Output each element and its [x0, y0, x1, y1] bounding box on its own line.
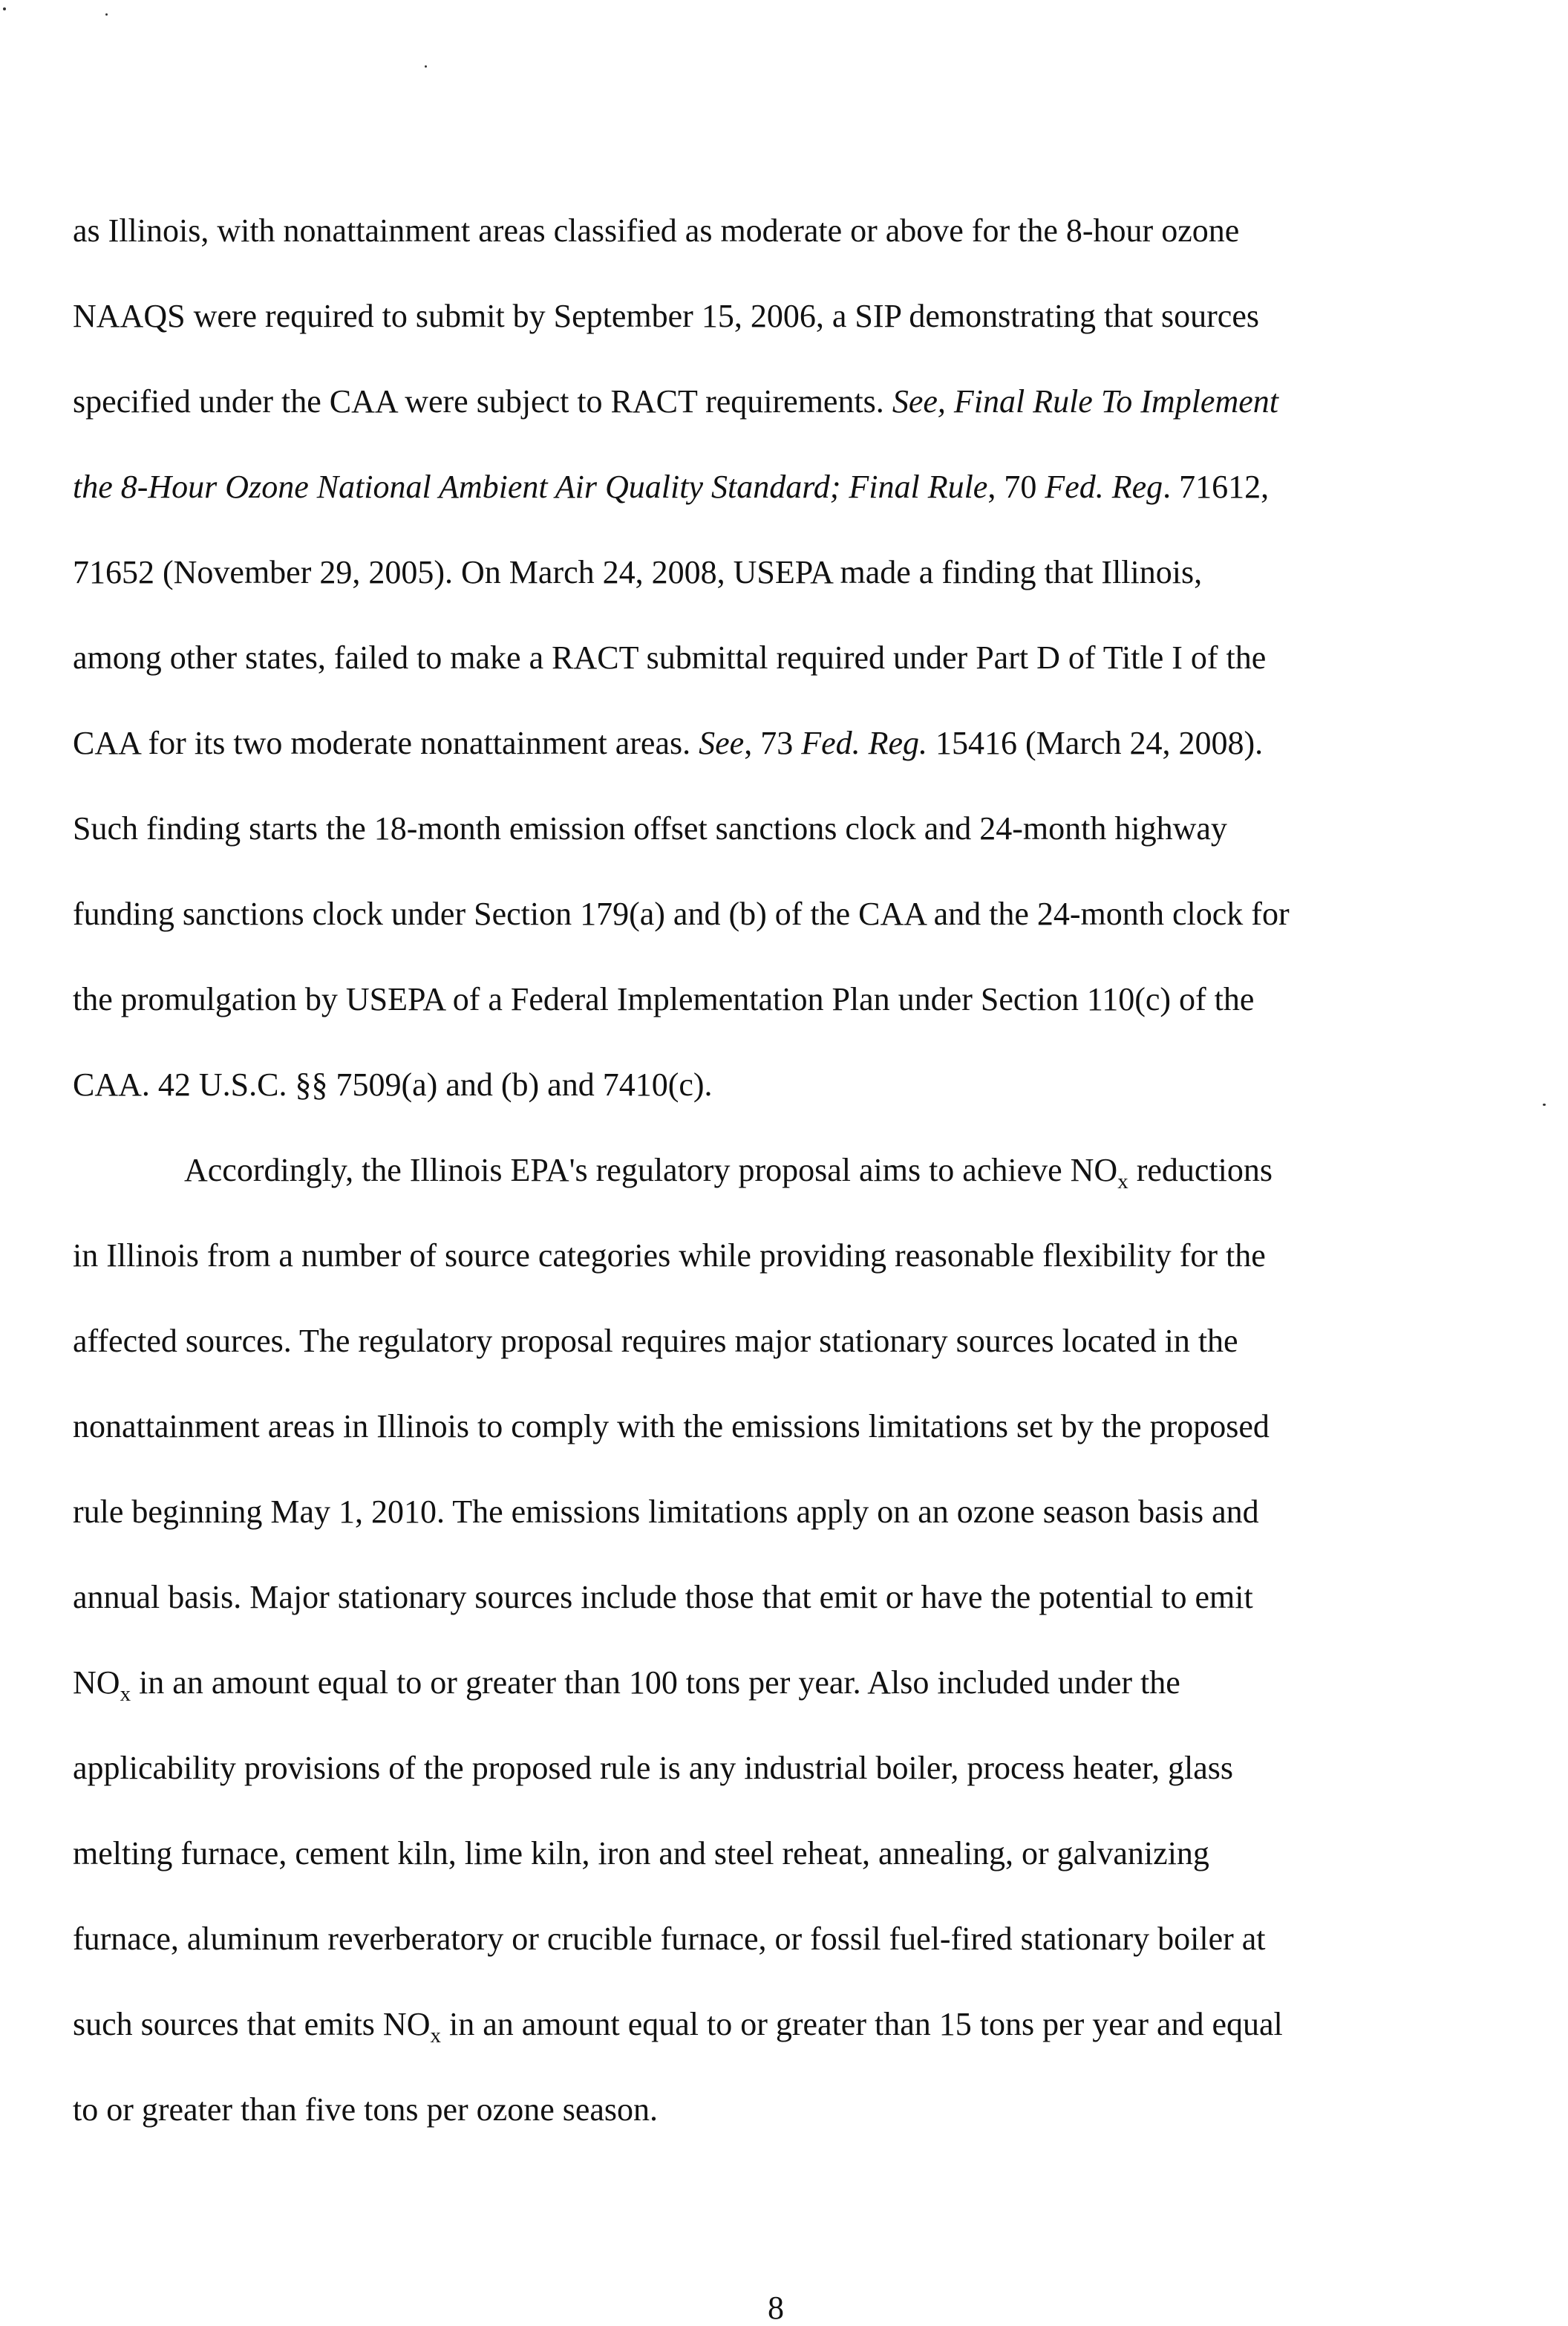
scan-speck [1543, 1104, 1546, 1106]
p2-line-3: affected sources. The regulatory proposal requires major stationary sources located in the [73, 1323, 1238, 1359]
text-span: in an amount equal to or greater than 15 tons per year and equal [440, 2006, 1283, 2042]
p2-line-1 [184, 1150, 1273, 1195]
text-span: CAA for its two moderate nonattainment areas. [73, 725, 699, 761]
p2-line-8: applicability provisions of the proposed rule is any industrial boiler, process heater, glass [73, 1750, 1234, 1786]
text-span: Accordingly, the Illinois EPA's regulatory proposal aims to achieve NO [184, 1152, 1118, 1188]
text-span: 15416 (March 24, 2008). [927, 725, 1264, 761]
citation-italic: Fed. Reg. [801, 725, 927, 761]
p1-line-9: funding sanctions clock under Section 179(a) and (b) of the CAA and the 24-month clock for [73, 896, 1290, 932]
scan-speck [425, 65, 427, 68]
p1-line-11: CAA. 42 U.S.C. §§ 7509(a) and (b) and 7410(c). [73, 1066, 713, 1103]
citation-italic: Fed. Reg [1045, 469, 1163, 505]
p2-line-2: in Illinois from a number of source categories while providing reasonable flexibility for the [73, 1237, 1266, 1274]
p2-line-5: rule beginning May 1, 2010. The emissions limitations apply on an ozone season basis and [73, 1493, 1259, 1530]
p1-line-2: NAAQS were required to submit by September 15, 2006, a SIP demonstrating that sources [73, 298, 1259, 334]
p2-line-4: nonattainment areas in Illinois to comply with the emissions limitations set by the proposed [73, 1408, 1270, 1444]
p2-line-9: melting furnace, cement kiln, lime kiln, iron and steel reheat, annealing, or galvanizing [73, 1835, 1209, 1871]
p1-line-6: among other states, failed to make a RACT submittal required under Part D of Title I of the [73, 639, 1267, 676]
text-span: in an amount equal to or greater than 100 tons per year. Also included under the [131, 1664, 1180, 1701]
citation-italic: the 8-Hour Ozone National Ambient Air Quality Standard; Final Rule [73, 469, 988, 505]
p1-line-7 [73, 723, 1263, 764]
p2-line-11 [73, 2004, 1283, 2049]
p1-line-10: the promulgation by USEPA of a Federal Implementation Plan under Section 110(c) of the [73, 981, 1255, 1017]
citation-italic: See, Final Rule To Implement [892, 383, 1278, 420]
p1-line-8: Such finding starts the 18-month emission offset sanctions clock and 24-month highway [73, 810, 1227, 847]
p1-line-5: 71652 (November 29, 2005). On March 24, 2008, USEPA made a finding that Illinois, [73, 554, 1203, 590]
p1-line-1: as Illinois, with nonattainment areas classified as moderate or above for the 8-hour ozone [73, 212, 1240, 249]
subscript: x [1117, 1170, 1128, 1193]
subscript: x [430, 2024, 441, 2048]
text-span: . 71612, [1163, 469, 1270, 505]
p2-line-12: to or greater than five tons per ozone season. [73, 2091, 659, 2128]
text-span: , 70 [987, 469, 1045, 505]
p1-line-3 [73, 381, 1278, 423]
text-span: such sources that emits NO [73, 2006, 431, 2042]
p2-line-10: furnace, aluminum reverberatory or crucible furnace, or fossil fuel-fired stationary boiler at [73, 1921, 1266, 1957]
text-span: reductions [1128, 1152, 1273, 1188]
p1-line-4 [73, 466, 1269, 508]
text-span: , 73 [744, 725, 802, 761]
scan-speck [105, 13, 108, 16]
text-span: specified under the CAA were subject to RACT requirements. [73, 383, 892, 420]
scan-speck [3, 7, 6, 10]
page-number: 8 [768, 2290, 784, 2326]
p2-line-6: annual basis. Major stationary sources include those that emit or have the potential to emit [73, 1579, 1253, 1615]
subscript: x [120, 1682, 131, 1706]
citation-italic: See [699, 725, 745, 761]
p2-line-7 [73, 1662, 1180, 1707]
text-span: NO [73, 1664, 120, 1701]
